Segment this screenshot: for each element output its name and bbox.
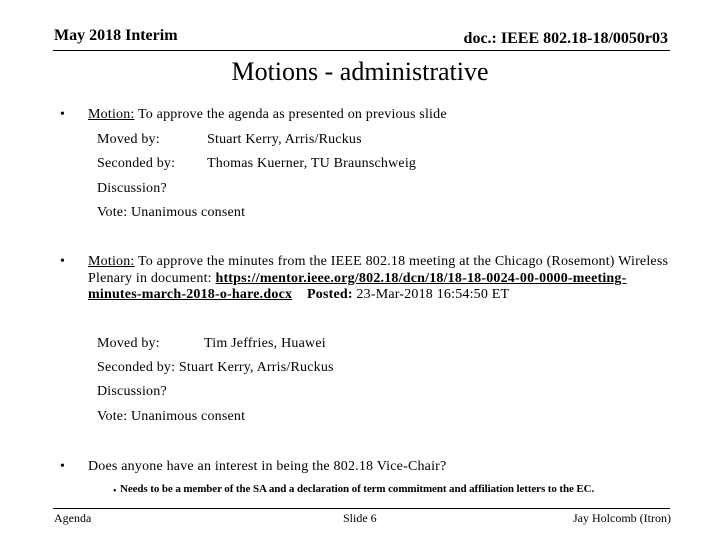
motion1-discussion: Discussion? (97, 181, 167, 196)
footer-section: Agenda (54, 511, 92, 525)
motion1-text: To approve the agenda as presented on previous slide (134, 107, 447, 122)
footer-slide-number: Slide 6 (343, 511, 377, 525)
motion1-moved-value: Stuart Kerry, Arris/Ruckus (207, 132, 362, 147)
motion2-posted-label: Posted: (307, 287, 353, 302)
motion2-discussion: Discussion? (97, 384, 167, 399)
motion2-text: To approve the minutes from the IEEE 802.18 meeting at the Chicago (Rosemont) Wireless Plenary in document: (88, 254, 669, 286)
motion2-label: Motion: (88, 254, 135, 269)
motion1-vote: Vote: Unanimous consent (97, 205, 246, 220)
bullet-icon: • (60, 459, 65, 474)
header-doc-id: doc.: IEEE 802.18-18/0050r03 (463, 30, 668, 47)
vice-chair-requirement: Needs to be a member of the SA and a declaration of term commitment and affiliation letters to the EC. (120, 483, 595, 495)
footer-author: Jay Holcomb (Itron) (573, 511, 671, 525)
header-date: May 2018 Interim (54, 27, 178, 44)
motion2-posted-value: 23-Mar-2018 16:54:50 ET (352, 287, 510, 302)
motion2-seconded: Seconded by: Stuart Kerry, Arris/Ruckus (97, 360, 334, 375)
motion2-moved-label: Moved by: (97, 336, 160, 351)
motion1-seconded-label: Seconded by: (97, 156, 176, 171)
motion2-statement (88, 254, 678, 304)
minutes-document-link[interactable]: https://mentor.ieee.org/802.18/dcn/18/18-18-0024-00-0000-meeting-minutes-march-2018-o-hare.docx (88, 270, 627, 302)
slide-title: Motions - administrative (231, 57, 489, 86)
sub-bullet-icon: • (113, 486, 117, 497)
motion2-moved-value: Tim Jeffries, Huawei (204, 336, 326, 351)
motion1-seconded-value: Thomas Kuerner, TU Braunschweig (207, 156, 417, 171)
motion1-moved-label: Moved by: (97, 132, 160, 147)
bullet-icon: • (60, 107, 65, 122)
bullet-icon: • (60, 254, 65, 269)
motion2-vote: Vote: Unanimous consent (97, 409, 246, 424)
vice-chair-question: Does anyone have an interest in being the 802.18 Vice-Chair? (88, 459, 447, 474)
motion1-label: Motion: (88, 107, 135, 122)
header-divider (53, 50, 670, 51)
motion1-statement (88, 107, 447, 123)
footer-divider (53, 508, 670, 509)
